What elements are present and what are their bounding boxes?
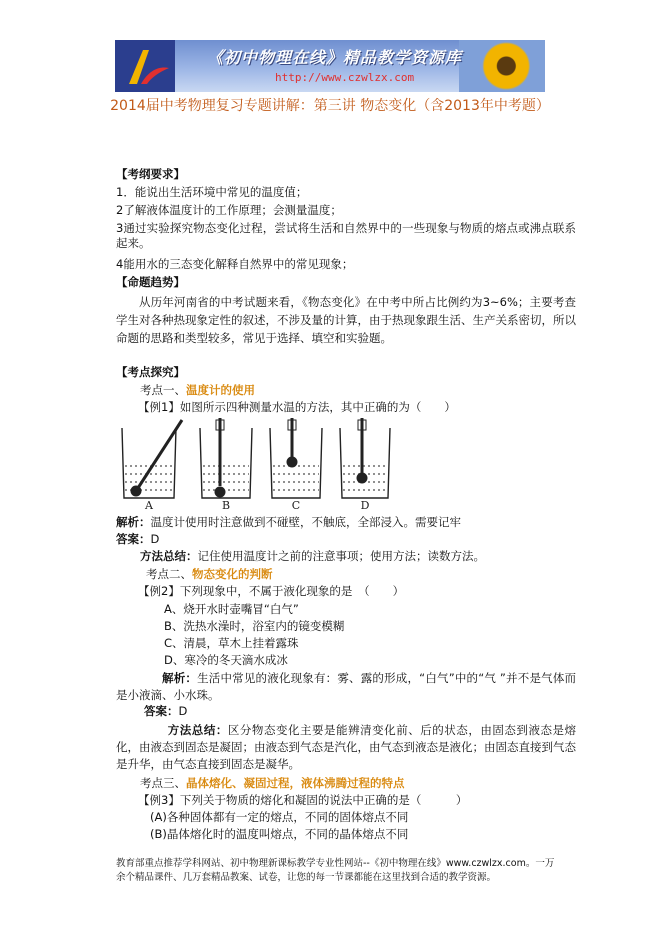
point1-topic: 温度计的使用	[186, 383, 255, 397]
trend-paragraph: 从历年河南省的中考试题来看，《物态变化》在中考中所占比例约为3~6%；主要考查学生对各种热现象定性的叙述，不涉及量的计算，由于热现象跟生活、生产关系密切，所以命题的思路和类型较多，常见于选择、填空和实验题。	[116, 295, 576, 345]
example2-option: B、洗热水澡时，浴室内的镜变模糊	[164, 619, 345, 633]
analysis1-text: 温度计使用时注意做到不碰壁，不触底，全部浸入。需要记牢	[150, 515, 461, 529]
point2-topic: 物态变化的判断	[192, 567, 273, 581]
syllabus-item: 3通过实验探究物态变化过程，尝试将生活和自然界中的一些现象与物质的熔点或沸点联系起来。	[116, 221, 576, 250]
analysis2-label: 解析：	[162, 671, 198, 685]
page-footer: 教育部重点推荐学科网站、初中物理新课标教学专业性网站--《初中物理在线》www.czwlzx.com。一万余个精品课件、几万套精品教案、试卷，让您的每一节课都能在这里找到合适的教学资源。	[116, 858, 555, 883]
method2-text: 区分物态变化主要是能辨清变化前、后的状态，由固态到液态是熔化，由液态到固态是凝固；由液态到气态是汽化，由气态到液态是液化；由固态直接到气态是升华，由气态直接到固态是凝华。	[116, 723, 577, 771]
point2-heading	[146, 567, 273, 582]
syllabus-item: 1．能说出生活环境中常见的温度值；	[116, 185, 308, 199]
example3-option: (A)各种固体都有一定的熔点，不同的固体熔点不同	[150, 810, 409, 824]
answer1-label: 答案：	[116, 532, 151, 546]
analysis1	[116, 515, 461, 530]
point2-label: 考点二、	[146, 567, 192, 581]
banner-url[interactable]: http://www.czwlzx.com	[275, 71, 415, 84]
method1-label: 方法总结：	[140, 549, 198, 563]
point3-topic: 晶体熔化、凝固过程，液体沸腾过程的特点	[186, 776, 405, 790]
document-title: 2014届中考物理复习专题讲解：第三讲 物态变化（含2013年中考题）	[110, 98, 550, 114]
header-banner	[115, 40, 545, 92]
logo-icon	[115, 40, 175, 92]
example2-option: C、清晨，草木上挂着露珠	[164, 636, 299, 650]
point3-label: 考点三、	[140, 776, 186, 790]
figure-label-b: B	[221, 499, 231, 510]
example3-option: (B)晶体熔化时的温度叫熔点，不同的晶体熔点不同	[150, 827, 409, 841]
syllabus-item: 4能用水的三态变化解释自然界中的常见现象；	[116, 257, 354, 271]
answer1-text: D	[150, 532, 160, 546]
point3-heading	[140, 776, 405, 791]
figure-label-c: C	[291, 499, 301, 510]
syllabus-heading: 【考纲要求】	[116, 167, 185, 181]
beaker-d	[340, 428, 390, 498]
method2-label: 方法总结：	[167, 723, 228, 737]
example2-question: 【例2】下列现象中，不属于液化现象的是 （ ）	[138, 584, 405, 598]
analysis1-label: 解析：	[116, 515, 151, 529]
analysis2-text: 生活中常见的液化现象有：雾、露的形成，“白气”中的“气 ”并不是气体而是小液滴、小水珠。	[116, 671, 577, 702]
method1-text: 记住使用温度计之前的注意事项；使用方法；读数方法。	[197, 549, 485, 563]
explore-heading: 【考点探究】	[116, 365, 185, 379]
example2-option: A、烧开水时壶嘴冒“白气”	[164, 602, 299, 616]
beaker-b	[200, 428, 252, 498]
example3-question: 【例3】下列关于物质的熔化和凝固的说法中正确的是（ ）	[138, 793, 468, 807]
syllabus-item: 2了解液体温度计的工作原理；会测量温度；	[116, 203, 342, 217]
point1-heading	[140, 383, 255, 398]
answer1	[116, 532, 159, 547]
site-logo	[115, 40, 175, 92]
trend-heading: 【命题趋势】	[116, 275, 185, 289]
banner-title: 《初中物理在线》精品教学资源库	[207, 48, 463, 67]
method1	[140, 549, 485, 564]
analysis2	[116, 670, 576, 704]
sunflower-image	[459, 40, 545, 92]
point1-label: 考点一、	[140, 383, 186, 397]
figure-label-a: A	[145, 499, 153, 510]
thermometer-figure	[116, 418, 396, 510]
method2	[116, 722, 576, 773]
answer2	[144, 704, 187, 719]
answer2-label: 答案：	[144, 704, 179, 718]
beaker-a	[122, 428, 176, 498]
example1-question: 【例1】如图所示四种测量水温的方法，其中正确的为（ ）	[138, 400, 456, 414]
answer2-text: D	[178, 704, 188, 718]
example2-option: D、寒冷的冬天滴水成冰	[164, 653, 288, 667]
figure-label-d: D	[360, 499, 370, 510]
